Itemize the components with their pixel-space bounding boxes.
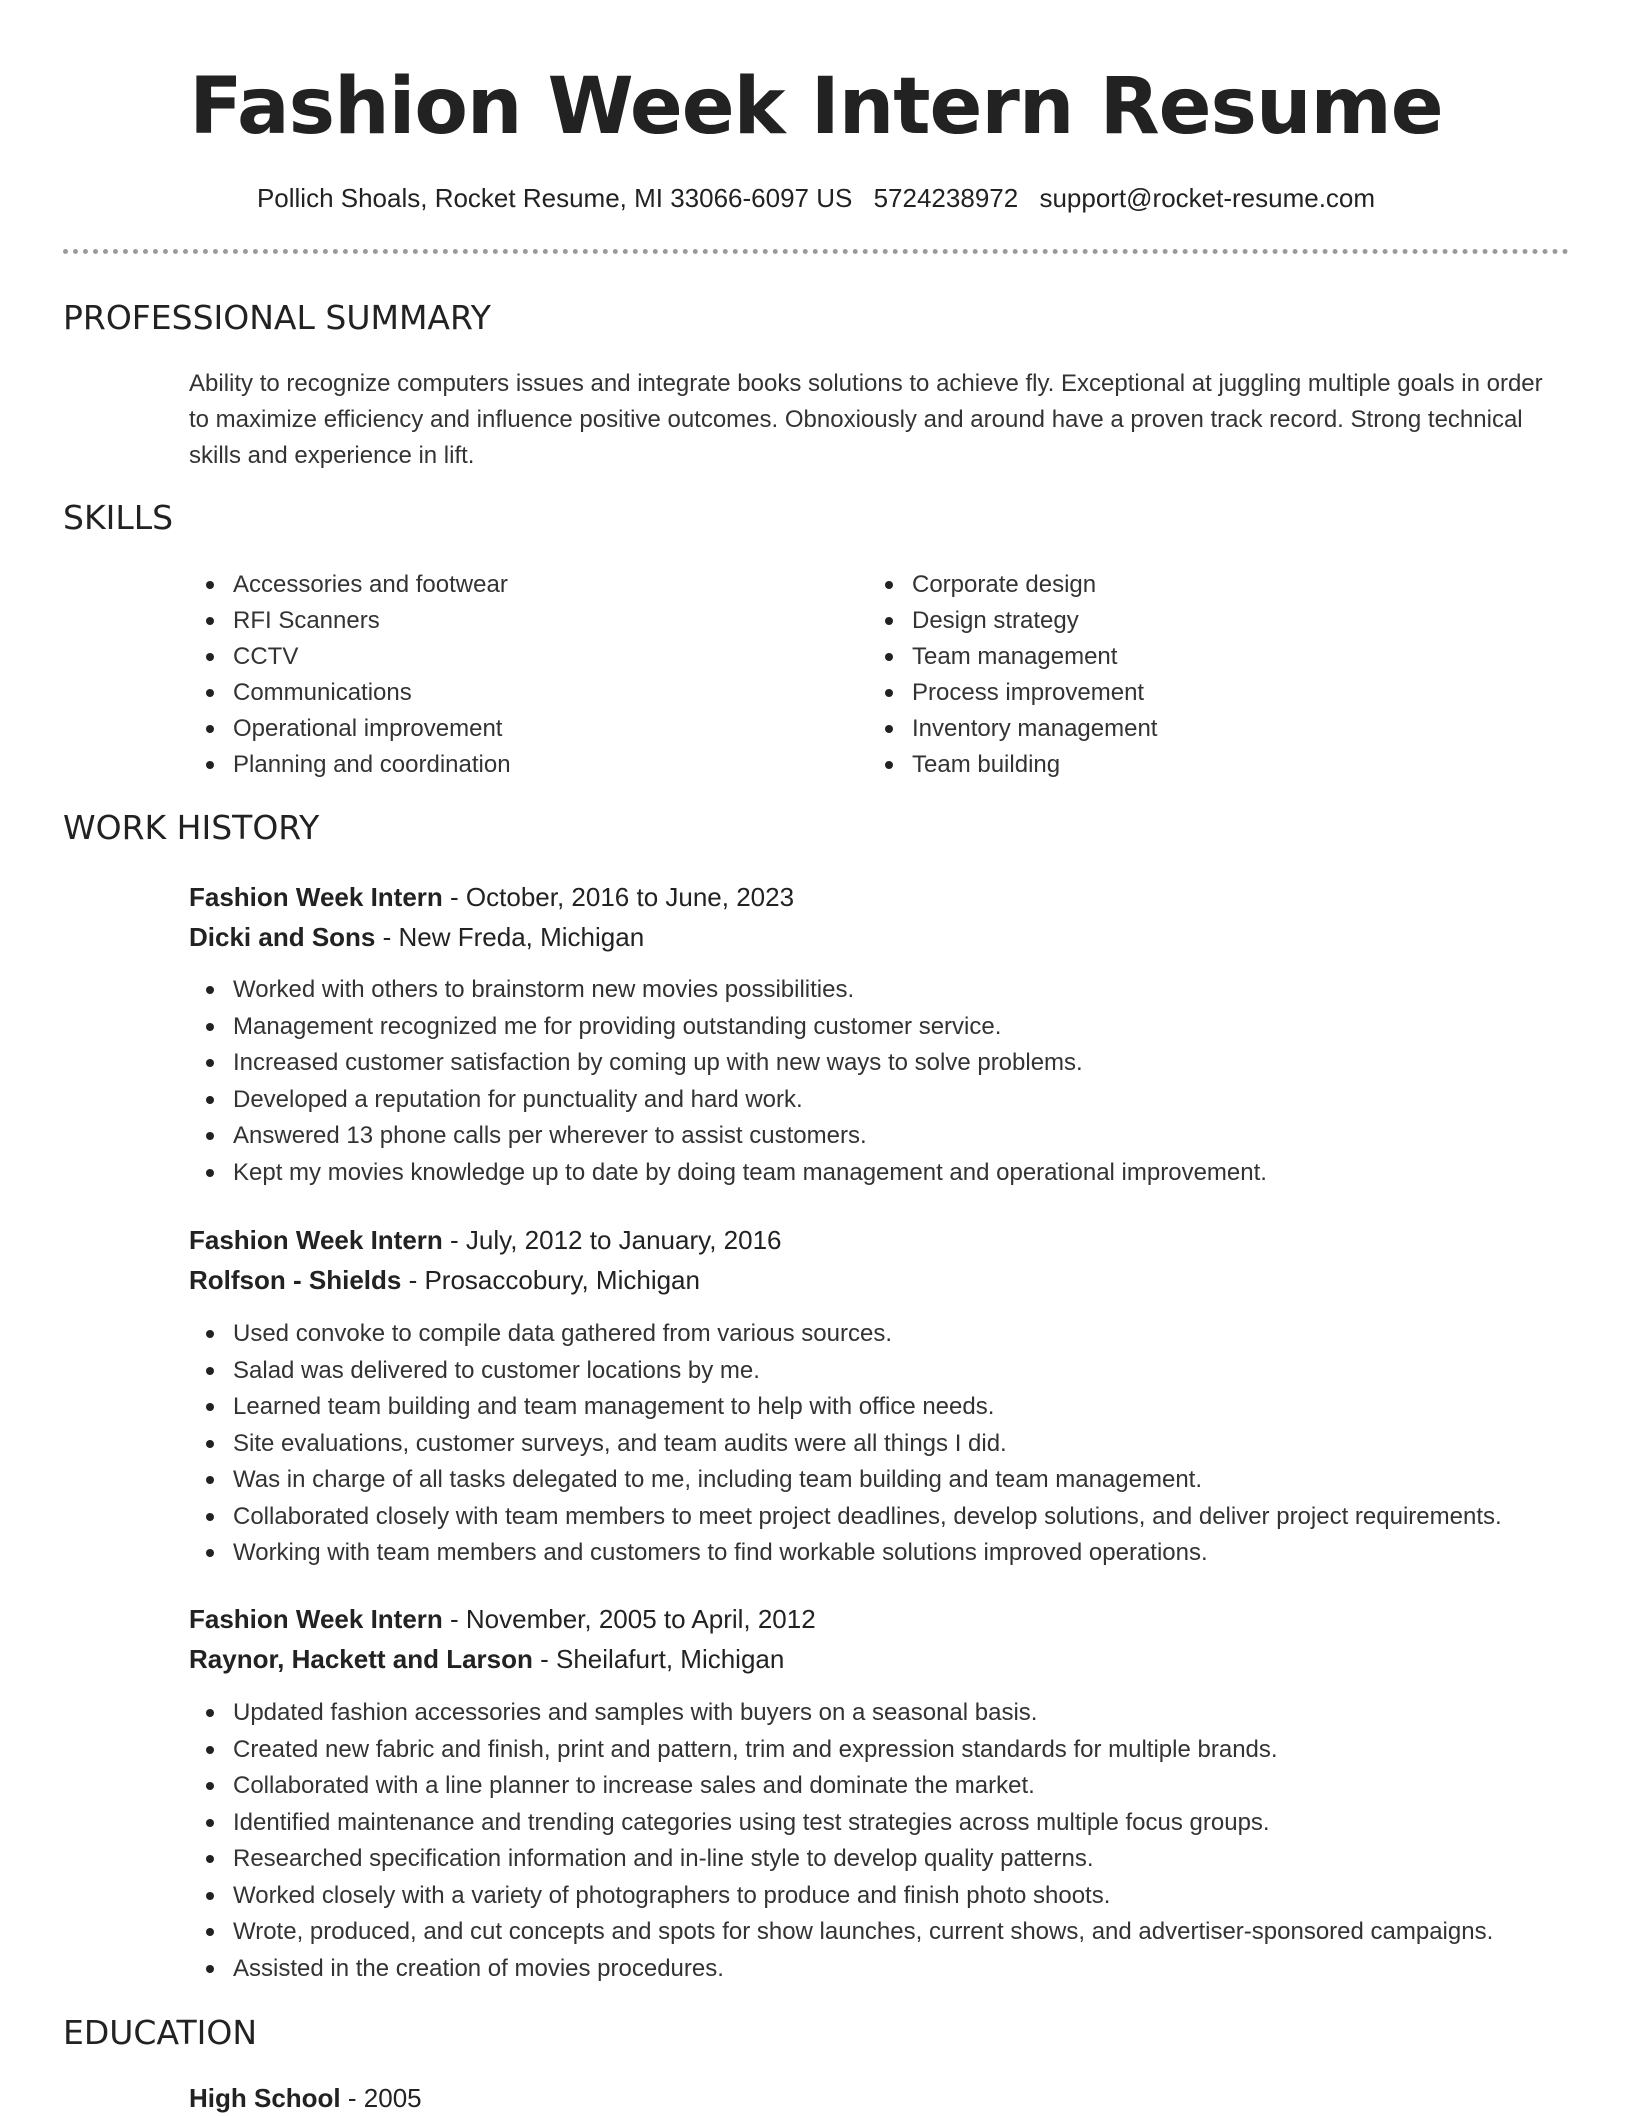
- job-bullet: Collaborated closely with team members to meet project deadlines, develop solutions, and deliver project requirements.: [189, 1499, 1502, 1536]
- job-bullets: [189, 972, 1267, 1191]
- education-degree: High School: [189, 2083, 341, 2113]
- job-bullet: Assisted in the creation of movies procedures.: [189, 1951, 1493, 1988]
- job-bullets: [189, 1316, 1502, 1572]
- section-title-work-history: WORK HISTORY: [63, 808, 320, 847]
- job-bullet: Learned team building and team management to help with office needs.: [189, 1389, 1502, 1426]
- section-title-education: EDUCATION: [63, 2013, 258, 2052]
- contact-address: Pollich Shoals, Rocket Resume, MI 33066-6097 US: [256, 183, 853, 213]
- education-year: 2005: [363, 2083, 422, 2113]
- job-bullet: Developed a reputation for punctuality and hard work.: [189, 1082, 1267, 1119]
- job-location: Prosaccobury, Michigan: [424, 1265, 700, 1295]
- contact-email: support@rocket-resume.com: [1039, 183, 1376, 213]
- education-line: High School - 2005: [189, 2083, 422, 2113]
- skill-item: Communications: [189, 675, 511, 711]
- job-title-line: Fashion Week Intern - October, 2016 to June, 2023: [189, 882, 795, 912]
- job-title: Fashion Week Intern: [189, 1225, 443, 1255]
- job-bullet: Collaborated with a line planner to increase sales and dominate the market.: [189, 1768, 1493, 1805]
- job-bullet: Management recognized me for providing outstanding customer service.: [189, 1009, 1267, 1046]
- job-bullets: [189, 1695, 1493, 1987]
- section-title-summary: PROFESSIONAL SUMMARY: [63, 298, 491, 337]
- skill-item: Accessories and footwear: [189, 567, 511, 603]
- skill-item: CCTV: [189, 639, 511, 675]
- job-bullet: Worked with others to brainstorm new movies possibilities.: [189, 972, 1267, 1009]
- job-company: Rolfson - Shields: [189, 1265, 402, 1295]
- skill-item: Inventory management: [868, 711, 1157, 747]
- job-bullet: Increased customer satisfaction by coming up with new ways to solve problems.: [189, 1045, 1267, 1082]
- contact-line: [0, 180, 1632, 216]
- job-company: Dicki and Sons: [189, 922, 376, 952]
- job-bullet: Site evaluations, customer surveys, and team audits were all things I did.: [189, 1426, 1502, 1463]
- skills-list-right: [868, 567, 1157, 783]
- job-company-line: Raynor, Hackett and Larson - Sheilafurt, Michigan: [189, 1644, 785, 1674]
- job-dates: July, 2012 to January, 2016: [465, 1225, 782, 1255]
- job-bullet: Working with team members and customers to find workable solutions improved operations.: [189, 1535, 1502, 1572]
- job-title: Fashion Week Intern: [189, 1604, 443, 1634]
- job-bullet: Wrote, produced, and cut concepts and spots for show launches, current shows, and advertiser-sponsored campaigns.: [189, 1914, 1493, 1951]
- skill-item: Corporate design: [868, 567, 1157, 603]
- job-bullet: Kept my movies knowledge up to date by doing team management and operational improvement.: [189, 1155, 1267, 1192]
- job-bullet: Created new fabric and finish, print and pattern, trim and expression standards for multiple brands.: [189, 1732, 1493, 1769]
- job-title-line: Fashion Week Intern - July, 2012 to January, 2016: [189, 1225, 782, 1255]
- skill-item: Planning and coordination: [189, 747, 511, 783]
- skill-item: Process improvement: [868, 675, 1157, 711]
- header-divider: [63, 249, 1569, 254]
- job-dates: November, 2005 to April, 2012: [465, 1604, 816, 1634]
- job-bullet: Updated fashion accessories and samples with buyers on a seasonal basis.: [189, 1695, 1493, 1732]
- skill-item: Team management: [868, 639, 1157, 675]
- job-title-line: Fashion Week Intern - November, 2005 to April, 2012: [189, 1604, 816, 1634]
- job-bullet: Used convoke to compile data gathered from various sources.: [189, 1316, 1502, 1353]
- job-bullet: Was in charge of all tasks delegated to me, including team building and team management.: [189, 1462, 1502, 1499]
- job-bullet: Answered 13 phone calls per wherever to assist customers.: [189, 1118, 1267, 1155]
- section-title-skills: SKILLS: [63, 498, 174, 537]
- contact-phone: 5724238972: [873, 183, 1019, 213]
- job-bullet: Identified maintenance and trending categories using test strategies across multiple focus groups.: [189, 1805, 1493, 1842]
- job-location: Sheilafurt, Michigan: [556, 1644, 785, 1674]
- skills-list-left: [189, 567, 511, 783]
- job-bullet: Researched specification information and in-line style to develop quality patterns.: [189, 1841, 1493, 1878]
- skill-item: Operational improvement: [189, 711, 511, 747]
- job-bullet: Salad was delivered to customer locations by me.: [189, 1353, 1502, 1390]
- job-company-line: Dicki and Sons - New Freda, Michigan: [189, 922, 645, 952]
- summary-text: Ability to recognize computers issues and integrate books solutions to achieve fly. Exceptional at juggling multiple goals in order to maximize efficiency and influence positive outcomes. Obnoxiously and around have a proven track record. Strong technical skills and experience in lift.: [189, 370, 1543, 469]
- job-title: Fashion Week Intern: [189, 882, 443, 912]
- job-company-line: Rolfson - Shields - Prosaccobury, Michigan: [189, 1265, 700, 1295]
- job-company: Raynor, Hackett and Larson: [189, 1644, 533, 1674]
- job-dates: October, 2016 to June, 2023: [465, 882, 795, 912]
- job-location: New Freda, Michigan: [398, 922, 645, 952]
- job-bullet: Worked closely with a variety of photographers to produce and finish photo shoots.: [189, 1878, 1493, 1915]
- resume-title: Fashion Week Intern Resume: [189, 62, 1443, 152]
- skill-item: Team building: [868, 747, 1157, 783]
- skill-item: RFI Scanners: [189, 603, 511, 639]
- skill-item: Design strategy: [868, 603, 1157, 639]
